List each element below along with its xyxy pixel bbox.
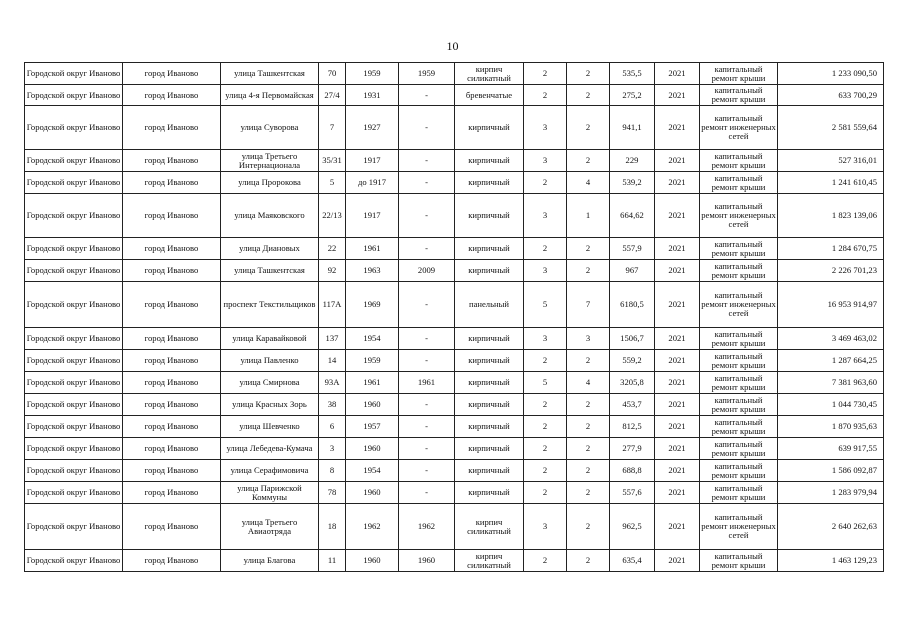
cost-cell: 1 287 664,25 — [778, 350, 884, 372]
area-cell: 229 — [610, 150, 655, 172]
city-cell: город Иваново — [123, 550, 221, 572]
year-built-cell: 1959 — [346, 350, 399, 372]
street-cell: улица Третьего Интернационала — [221, 150, 319, 172]
house-number-cell: 7 — [319, 106, 346, 150]
wall-material-cell: кирпич силикатный — [455, 63, 524, 85]
year-built-cell: 1959 — [346, 63, 399, 85]
cost-cell: 3 469 463,02 — [778, 328, 884, 350]
floors-cell: 2 — [524, 460, 567, 482]
table-row — [25, 550, 884, 572]
entrances-cell: 2 — [567, 150, 610, 172]
area-cell: 557,6 — [610, 482, 655, 504]
street-cell: улица Третьего Авиаотряда — [221, 504, 319, 550]
district-cell: Городской округ Иваново — [25, 85, 123, 106]
year-built-cell: до 1917 — [346, 172, 399, 194]
district-cell: Городской округ Иваново — [25, 504, 123, 550]
district-cell: Городской округ Иваново — [25, 150, 123, 172]
district-cell: Городской округ Иваново — [25, 172, 123, 194]
year-built-cell: 1962 — [346, 504, 399, 550]
plan-year-cell: 2021 — [655, 85, 700, 106]
city-cell: город Иваново — [123, 416, 221, 438]
year-built-cell: 1917 — [346, 194, 399, 238]
cost-cell: 527 316,01 — [778, 150, 884, 172]
street-cell: улица Маяковского — [221, 194, 319, 238]
street-cell: улица Суворова — [221, 106, 319, 150]
area-cell: 557,9 — [610, 238, 655, 260]
floors-cell: 2 — [524, 438, 567, 460]
table-row — [25, 238, 884, 260]
house-number-cell: 18 — [319, 504, 346, 550]
wall-material-cell: кирпичный — [455, 460, 524, 482]
entrances-cell: 2 — [567, 482, 610, 504]
year-repair-cell: 1961 — [399, 372, 455, 394]
area-cell: 967 — [610, 260, 655, 282]
city-cell: город Иваново — [123, 106, 221, 150]
floors-cell: 5 — [524, 282, 567, 328]
street-cell: улица Каравайковой — [221, 328, 319, 350]
plan-year-cell: 2021 — [655, 106, 700, 150]
plan-year-cell: 2021 — [655, 482, 700, 504]
house-number-cell: 6 — [319, 416, 346, 438]
entrances-cell: 4 — [567, 372, 610, 394]
year-built-cell: 1960 — [346, 394, 399, 416]
cost-cell: 2 226 701,23 — [778, 260, 884, 282]
floors-cell: 3 — [524, 504, 567, 550]
wall-material-cell: кирпичный — [455, 328, 524, 350]
year-repair-cell: - — [399, 172, 455, 194]
district-cell: Городской округ Иваново — [25, 438, 123, 460]
work-type-cell: капитальный ремонт крыши — [700, 150, 778, 172]
area-cell: 962,5 — [610, 504, 655, 550]
house-number-cell: 5 — [319, 172, 346, 194]
city-cell: город Иваново — [123, 172, 221, 194]
table-row — [25, 63, 884, 85]
floors-cell: 2 — [524, 238, 567, 260]
floors-cell: 2 — [524, 394, 567, 416]
plan-year-cell: 2021 — [655, 63, 700, 85]
floors-cell: 2 — [524, 550, 567, 572]
plan-year-cell: 2021 — [655, 328, 700, 350]
table-row — [25, 438, 884, 460]
house-number-cell: 78 — [319, 482, 346, 504]
street-cell: улица Шевченко — [221, 416, 319, 438]
house-number-cell: 11 — [319, 550, 346, 572]
year-built-cell: 1961 — [346, 372, 399, 394]
year-repair-cell: - — [399, 460, 455, 482]
entrances-cell: 2 — [567, 350, 610, 372]
page-number: 10 — [446, 39, 459, 53]
year-built-cell: 1954 — [346, 460, 399, 482]
district-cell: Городской округ Иваново — [25, 394, 123, 416]
year-repair-cell: 1962 — [399, 504, 455, 550]
city-cell: город Иваново — [123, 194, 221, 238]
floors-cell: 3 — [524, 328, 567, 350]
plan-year-cell: 2021 — [655, 460, 700, 482]
work-type-cell: капитальный ремонт крыши — [700, 260, 778, 282]
table-row — [25, 482, 884, 504]
floors-cell: 2 — [524, 172, 567, 194]
entrances-cell: 7 — [567, 282, 610, 328]
year-built-cell: 1960 — [346, 550, 399, 572]
work-type-cell: капитальный ремонт крыши — [700, 328, 778, 350]
area-cell: 812,5 — [610, 416, 655, 438]
cost-cell: 16 953 914,97 — [778, 282, 884, 328]
entrances-cell: 2 — [567, 106, 610, 150]
house-number-cell: 137 — [319, 328, 346, 350]
city-cell: город Иваново — [123, 504, 221, 550]
year-repair-cell: 2009 — [399, 260, 455, 282]
house-number-cell: 27/4 — [319, 85, 346, 106]
work-type-cell: капитальный ремонт крыши — [700, 172, 778, 194]
year-built-cell: 1969 — [346, 282, 399, 328]
area-cell: 453,7 — [610, 394, 655, 416]
wall-material-cell: кирпичный — [455, 438, 524, 460]
year-repair-cell: - — [399, 150, 455, 172]
table-row — [25, 416, 884, 438]
wall-material-cell: кирпичный — [455, 238, 524, 260]
table-row — [25, 460, 884, 482]
year-repair-cell: - — [399, 350, 455, 372]
district-cell: Городской округ Иваново — [25, 550, 123, 572]
area-cell: 664,62 — [610, 194, 655, 238]
entrances-cell: 2 — [567, 260, 610, 282]
area-cell: 688,8 — [610, 460, 655, 482]
year-built-cell: 1960 — [346, 438, 399, 460]
work-type-cell: капитальный ремонт крыши — [700, 550, 778, 572]
table-row — [25, 260, 884, 282]
entrances-cell: 2 — [567, 416, 610, 438]
year-repair-cell: 1960 — [399, 550, 455, 572]
district-cell: Городской округ Иваново — [25, 282, 123, 328]
table-row — [25, 372, 884, 394]
work-type-cell: капитальный ремонт инженерных сетей — [700, 106, 778, 150]
house-number-cell: 3 — [319, 438, 346, 460]
plan-year-cell: 2021 — [655, 238, 700, 260]
area-cell: 6180,5 — [610, 282, 655, 328]
year-built-cell: 1927 — [346, 106, 399, 150]
wall-material-cell: кирпичный — [455, 150, 524, 172]
street-cell: улица Павленко — [221, 350, 319, 372]
street-cell: улица Пророкова — [221, 172, 319, 194]
wall-material-cell: кирпич силикатный — [455, 504, 524, 550]
house-number-cell: 117А — [319, 282, 346, 328]
street-cell: улица Ташкентская — [221, 63, 319, 85]
work-type-cell: капитальный ремонт инженерных сетей — [700, 194, 778, 238]
city-cell: город Иваново — [123, 394, 221, 416]
cost-cell: 7 381 963,60 — [778, 372, 884, 394]
street-cell: улица Красных Зорь — [221, 394, 319, 416]
district-cell: Городской округ Иваново — [25, 350, 123, 372]
floors-cell: 3 — [524, 194, 567, 238]
area-cell: 1506,7 — [610, 328, 655, 350]
entrances-cell: 3 — [567, 328, 610, 350]
house-number-cell: 22/13 — [319, 194, 346, 238]
wall-material-cell: панельный — [455, 282, 524, 328]
entrances-cell: 2 — [567, 438, 610, 460]
district-cell: Городской округ Иваново — [25, 106, 123, 150]
plan-year-cell: 2021 — [655, 394, 700, 416]
work-type-cell: капитальный ремонт крыши — [700, 372, 778, 394]
year-repair-cell: - — [399, 238, 455, 260]
table-row — [25, 106, 884, 150]
wall-material-cell: кирпичный — [455, 194, 524, 238]
work-type-cell: капитальный ремонт инженерных сетей — [700, 504, 778, 550]
district-cell: Городской округ Иваново — [25, 260, 123, 282]
wall-material-cell: кирпичный — [455, 482, 524, 504]
street-cell: улица 4-я Первомайская — [221, 85, 319, 106]
wall-material-cell: кирпичный — [455, 372, 524, 394]
entrances-cell: 2 — [567, 550, 610, 572]
house-number-cell: 70 — [319, 63, 346, 85]
table-row — [25, 172, 884, 194]
year-built-cell: 1963 — [346, 260, 399, 282]
house-number-cell: 38 — [319, 394, 346, 416]
wall-material-cell: кирпичный — [455, 394, 524, 416]
year-repair-cell: - — [399, 438, 455, 460]
city-cell: город Иваново — [123, 63, 221, 85]
table-row — [25, 194, 884, 238]
plan-year-cell: 2021 — [655, 194, 700, 238]
street-cell: улица Диановых — [221, 238, 319, 260]
city-cell: город Иваново — [123, 438, 221, 460]
table-row — [25, 504, 884, 550]
work-type-cell: капитальный ремонт инженерных сетей — [700, 282, 778, 328]
floors-cell: 2 — [524, 350, 567, 372]
area-cell: 539,2 — [610, 172, 655, 194]
year-built-cell: 1954 — [346, 328, 399, 350]
district-cell: Городской округ Иваново — [25, 372, 123, 394]
table-row — [25, 150, 884, 172]
entrances-cell: 2 — [567, 85, 610, 106]
wall-material-cell: кирпич силикатный — [455, 550, 524, 572]
floors-cell: 2 — [524, 416, 567, 438]
district-cell: Городской округ Иваново — [25, 194, 123, 238]
plan-year-cell: 2021 — [655, 372, 700, 394]
street-cell: улица Смирнова — [221, 372, 319, 394]
cost-cell: 1 463 129,23 — [778, 550, 884, 572]
house-number-cell: 8 — [319, 460, 346, 482]
cost-cell: 633 700,29 — [778, 85, 884, 106]
city-cell: город Иваново — [123, 350, 221, 372]
floors-cell: 3 — [524, 150, 567, 172]
floors-cell: 3 — [524, 260, 567, 282]
area-cell: 535,5 — [610, 63, 655, 85]
cost-cell: 1 870 935,63 — [778, 416, 884, 438]
work-type-cell: капитальный ремонт крыши — [700, 416, 778, 438]
floors-cell: 2 — [524, 63, 567, 85]
floors-cell: 5 — [524, 372, 567, 394]
work-type-cell: капитальный ремонт крыши — [700, 350, 778, 372]
wall-material-cell: кирпичный — [455, 106, 524, 150]
cost-cell: 1 044 730,45 — [778, 394, 884, 416]
work-type-cell: капитальный ремонт крыши — [700, 438, 778, 460]
district-cell: Городской округ Иваново — [25, 482, 123, 504]
cost-cell: 1 586 092,87 — [778, 460, 884, 482]
city-cell: город Иваново — [123, 482, 221, 504]
floors-cell: 2 — [524, 85, 567, 106]
cost-cell: 1 241 610,45 — [778, 172, 884, 194]
entrances-cell: 1 — [567, 194, 610, 238]
street-cell: улица Парижской Коммуны — [221, 482, 319, 504]
district-cell: Городской округ Иваново — [25, 328, 123, 350]
plan-year-cell: 2021 — [655, 438, 700, 460]
year-built-cell: 1960 — [346, 482, 399, 504]
district-cell: Городской округ Иваново — [25, 460, 123, 482]
street-cell: улица Ташкентская — [221, 260, 319, 282]
year-repair-cell: - — [399, 106, 455, 150]
plan-year-cell: 2021 — [655, 172, 700, 194]
cost-cell: 1 283 979,94 — [778, 482, 884, 504]
plan-year-cell: 2021 — [655, 150, 700, 172]
work-type-cell: капитальный ремонт крыши — [700, 63, 778, 85]
cost-cell: 1 823 139,06 — [778, 194, 884, 238]
year-built-cell: 1917 — [346, 150, 399, 172]
area-cell: 941,1 — [610, 106, 655, 150]
plan-year-cell: 2021 — [655, 282, 700, 328]
house-number-cell: 92 — [319, 260, 346, 282]
year-repair-cell: - — [399, 194, 455, 238]
plan-year-cell: 2021 — [655, 350, 700, 372]
year-repair-cell: - — [399, 416, 455, 438]
city-cell: город Иваново — [123, 260, 221, 282]
street-cell: улица Благова — [221, 550, 319, 572]
house-number-cell: 35/31 — [319, 150, 346, 172]
cost-cell: 1 233 090,50 — [778, 63, 884, 85]
year-repair-cell: - — [399, 482, 455, 504]
table-row — [25, 282, 884, 328]
year-repair-cell: - — [399, 282, 455, 328]
year-built-cell: 1957 — [346, 416, 399, 438]
area-cell: 559,2 — [610, 350, 655, 372]
house-number-cell: 14 — [319, 350, 346, 372]
year-repair-cell: - — [399, 85, 455, 106]
plan-year-cell: 2021 — [655, 416, 700, 438]
city-cell: город Иваново — [123, 238, 221, 260]
entrances-cell: 2 — [567, 460, 610, 482]
district-cell: Городской округ Иваново — [25, 238, 123, 260]
entrances-cell: 2 — [567, 63, 610, 85]
entrances-cell: 4 — [567, 172, 610, 194]
year-built-cell: 1961 — [346, 238, 399, 260]
area-cell: 3205,8 — [610, 372, 655, 394]
plan-year-cell: 2021 — [655, 504, 700, 550]
year-repair-cell: 1959 — [399, 63, 455, 85]
city-cell: город Иваново — [123, 328, 221, 350]
area-cell: 277,9 — [610, 438, 655, 460]
district-cell: Городской округ Иваново — [25, 416, 123, 438]
cost-cell: 2 581 559,64 — [778, 106, 884, 150]
cost-cell: 1 284 670,75 — [778, 238, 884, 260]
wall-material-cell: кирпичный — [455, 260, 524, 282]
house-number-cell: 22 — [319, 238, 346, 260]
plan-year-cell: 2021 — [655, 260, 700, 282]
wall-material-cell: кирпичный — [455, 416, 524, 438]
area-cell: 635,4 — [610, 550, 655, 572]
table-row — [25, 85, 884, 106]
area-cell: 275,2 — [610, 85, 655, 106]
district-cell: Городской округ Иваново — [25, 63, 123, 85]
wall-material-cell: кирпичный — [455, 350, 524, 372]
year-built-cell: 1931 — [346, 85, 399, 106]
city-cell: город Иваново — [123, 85, 221, 106]
work-type-cell: капитальный ремонт крыши — [700, 482, 778, 504]
city-cell: город Иваново — [123, 282, 221, 328]
floors-cell: 3 — [524, 106, 567, 150]
city-cell: город Иваново — [123, 372, 221, 394]
year-repair-cell: - — [399, 394, 455, 416]
house-number-cell: 93А — [319, 372, 346, 394]
entrances-cell: 2 — [567, 394, 610, 416]
plan-year-cell: 2021 — [655, 550, 700, 572]
work-type-cell: капитальный ремонт крыши — [700, 238, 778, 260]
street-cell: улица Серафимовича — [221, 460, 319, 482]
wall-material-cell: кирпичный — [455, 172, 524, 194]
street-cell: проспект Текстильщиков — [221, 282, 319, 328]
cost-cell: 639 917,55 — [778, 438, 884, 460]
year-repair-cell: - — [399, 328, 455, 350]
repair-program-table — [24, 62, 884, 572]
entrances-cell: 2 — [567, 238, 610, 260]
wall-material-cell: бревенчатые — [455, 85, 524, 106]
city-cell: город Иваново — [123, 460, 221, 482]
street-cell: улица Лебедева-Кумача — [221, 438, 319, 460]
cost-cell: 2 640 262,63 — [778, 504, 884, 550]
table-row — [25, 328, 884, 350]
table-body — [25, 63, 884, 572]
work-type-cell: капитальный ремонт крыши — [700, 394, 778, 416]
table-row — [25, 394, 884, 416]
floors-cell: 2 — [524, 482, 567, 504]
work-type-cell: капитальный ремонт крыши — [700, 85, 778, 106]
work-type-cell: капитальный ремонт крыши — [700, 460, 778, 482]
table-row — [25, 350, 884, 372]
entrances-cell: 2 — [567, 504, 610, 550]
city-cell: город Иваново — [123, 150, 221, 172]
